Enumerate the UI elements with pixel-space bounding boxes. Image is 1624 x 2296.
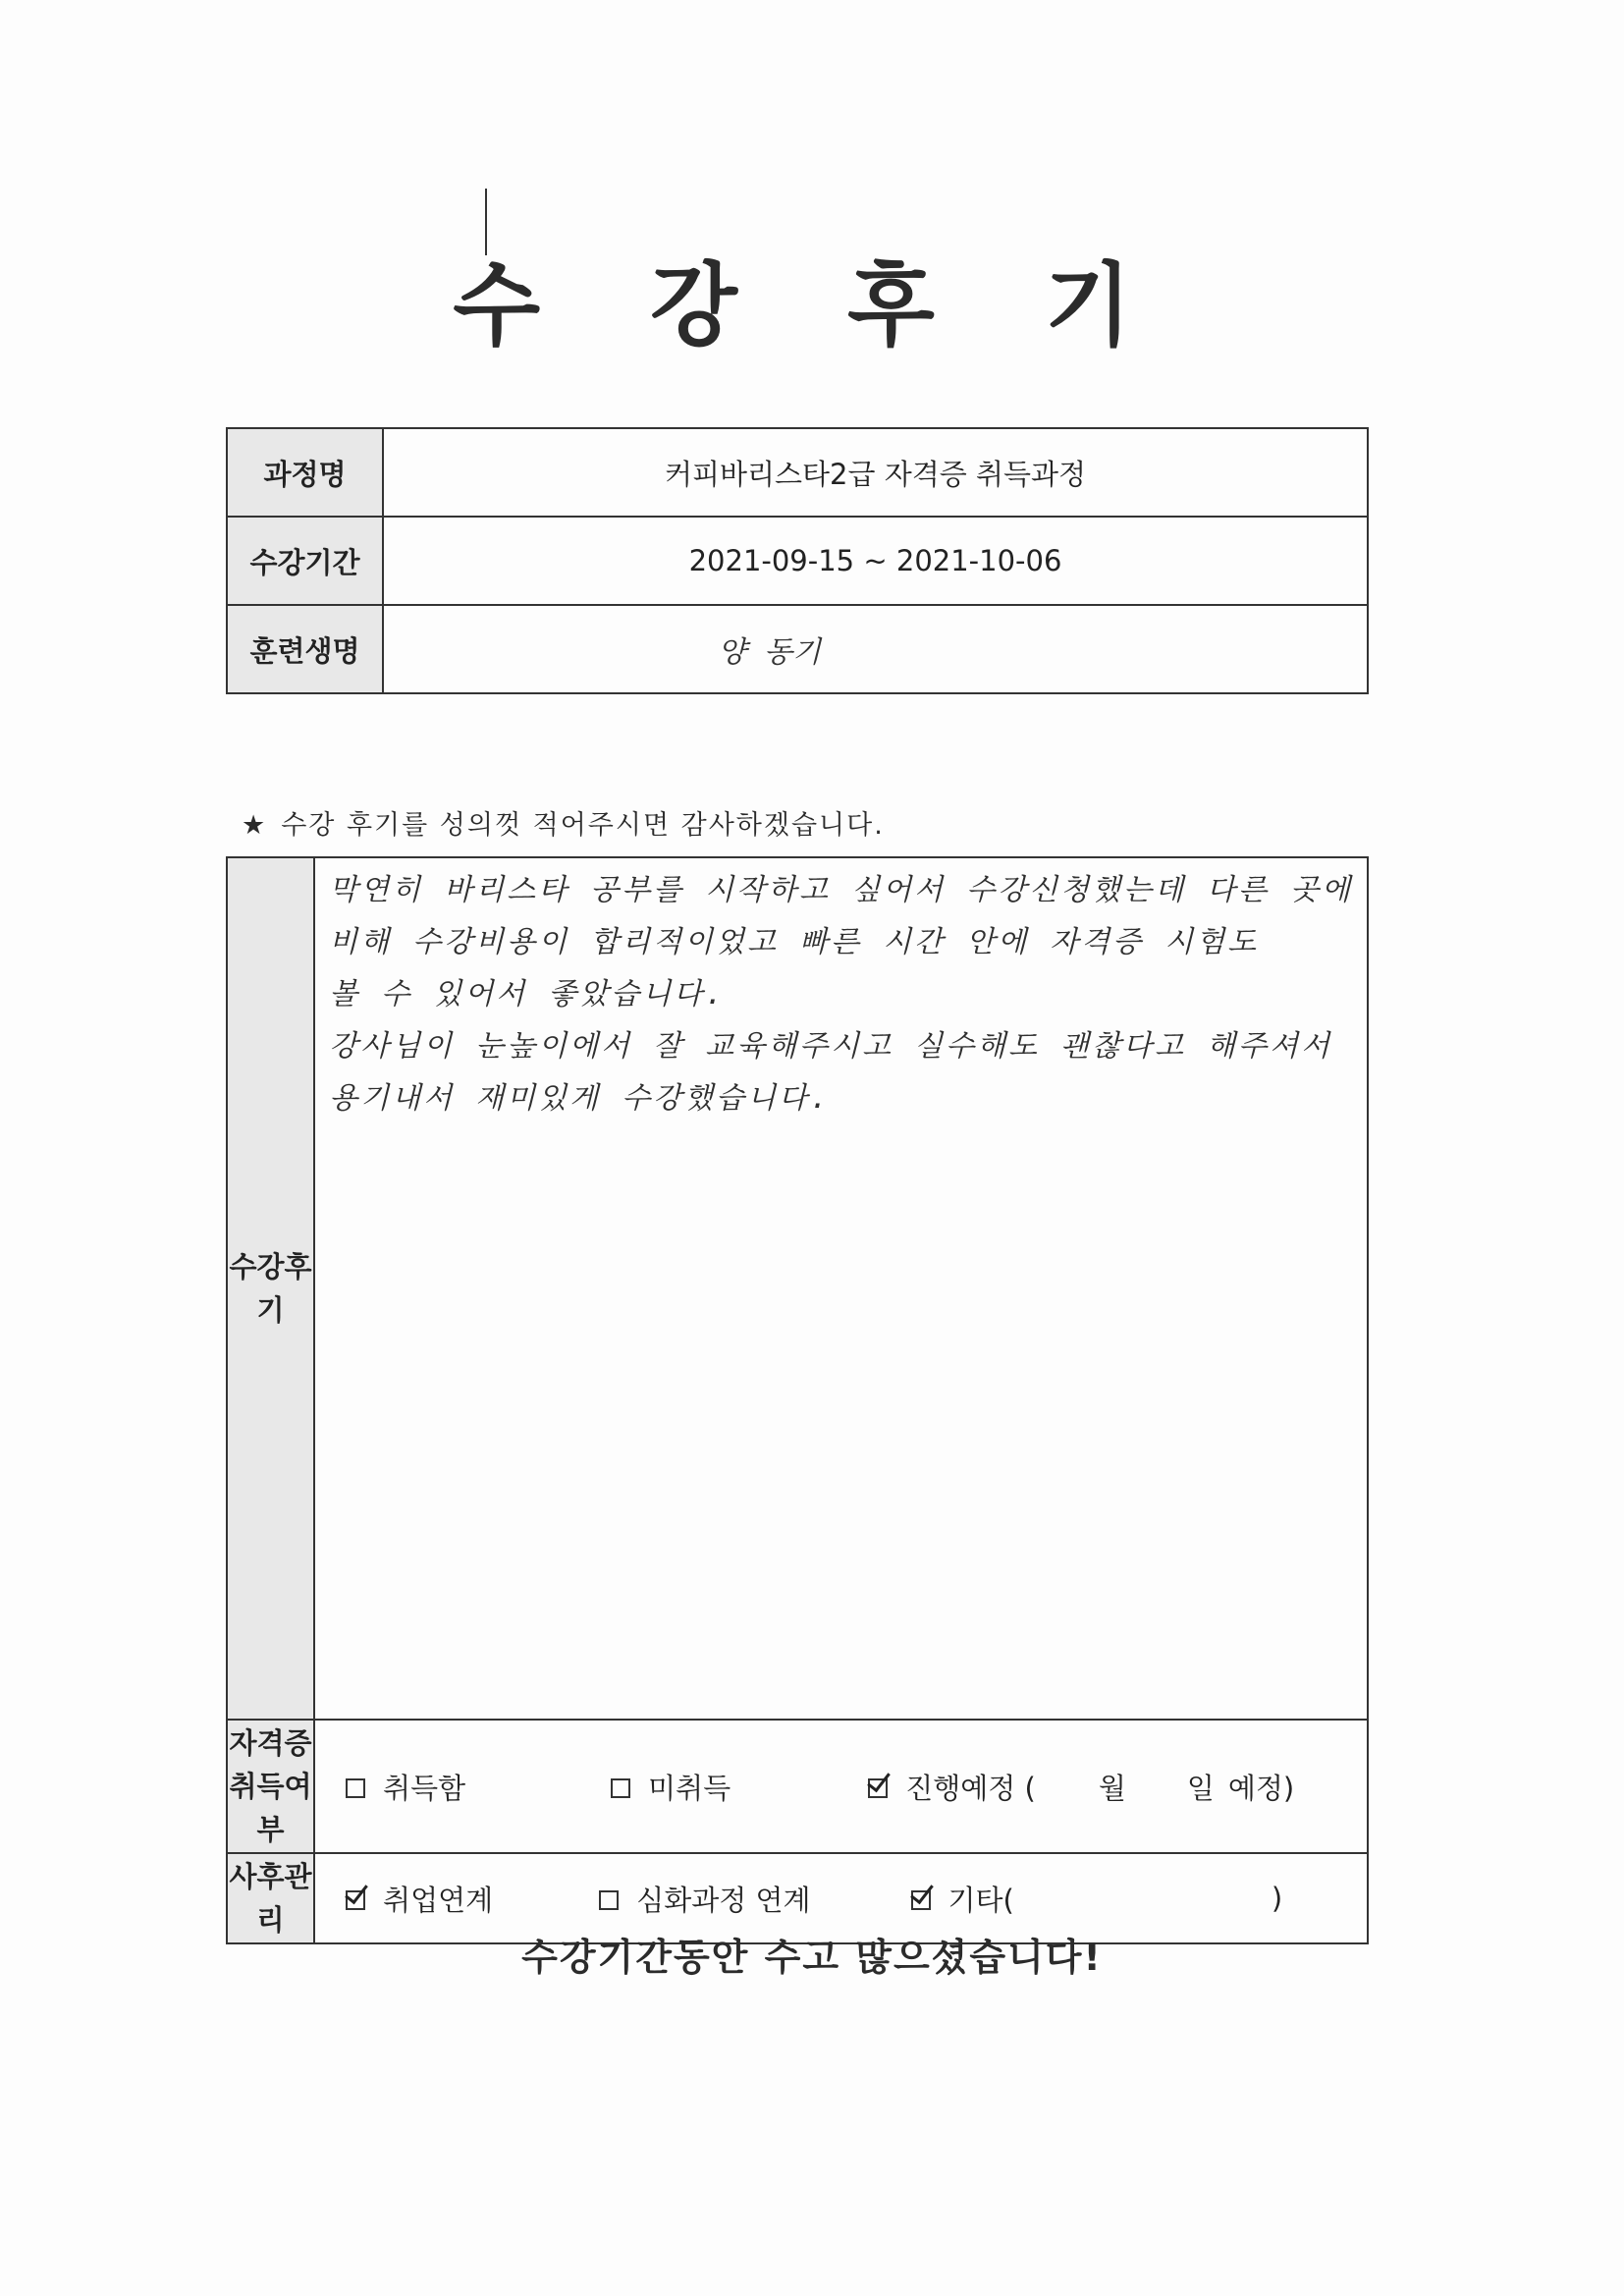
option-other-label: 기타( — [947, 1883, 1014, 1917]
checkbox-planned-checked[interactable] — [868, 1778, 888, 1798]
trainee-label: 훈련생명 — [227, 605, 383, 693]
review-line: 강사님이 눈높이에서 잘 교육해주시고 실수해도 괜찮다고 해주셔서 — [329, 1029, 1332, 1064]
aftercare-label: 사후관리 — [227, 1853, 314, 1943]
course-label: 과정명 — [227, 428, 383, 517]
option-not-obtained-label: 미취득 — [648, 1771, 731, 1805]
planned-day: 일 — [1186, 1771, 1215, 1805]
course-row — [227, 428, 1368, 517]
option-advanced-course[interactable] — [599, 1879, 810, 1919]
option-obtained[interactable] — [346, 1767, 465, 1807]
checkbox-job-linkage-checked[interactable] — [346, 1890, 365, 1910]
review-table — [226, 856, 1369, 1944]
notice-message: 수강 후기를 성의껏 적어주시면 감사하겠습니다. — [281, 810, 885, 841]
star-icon: ★ — [242, 810, 268, 841]
trainee-name-handwritten: 양 동기 — [383, 605, 1368, 693]
option-obtained-label: 취득함 — [383, 1771, 466, 1805]
review-line: 볼 수 있어서 좋았습니다. — [329, 977, 727, 1011]
planned-suffix: 예정) — [1227, 1771, 1295, 1805]
notice-text — [242, 803, 885, 842]
checkbox-advanced-course[interactable] — [599, 1890, 619, 1910]
review-label: 수강후기 — [227, 857, 314, 1720]
page-title: 수 강 후 기 — [453, 253, 1171, 358]
planned-month: 월 — [1098, 1771, 1126, 1805]
certificate-options — [314, 1720, 1368, 1853]
trainee-row — [227, 605, 1368, 693]
closing-message: 수강기간동안 수고 많으셨습니다! — [521, 1936, 1103, 1979]
option-not-obtained[interactable] — [611, 1767, 731, 1807]
option-job-linkage[interactable] — [346, 1879, 493, 1919]
checkbox-other-checked[interactable] — [911, 1890, 931, 1910]
option-job-linkage-label: 취업연계 — [383, 1883, 494, 1917]
review-line: 막연히 바리스타 공부를 시작하고 싶어서 수강신청했는데 다른 곳에 — [329, 873, 1353, 907]
period-value: 2021-09-15 ~ 2021-10-06 — [383, 517, 1368, 605]
certificate-label-line1: 자격증 — [229, 1726, 312, 1760]
course-value: 커피바리스타2급 자격증 취득과정 — [383, 428, 1368, 517]
review-line: 비해 수강비용이 합리적이었고 빠른 시간 안에 자격증 시험도 — [329, 925, 1260, 959]
certificate-row — [227, 1720, 1368, 1853]
period-label: 수강기간 — [227, 517, 383, 605]
certificate-label — [227, 1720, 314, 1853]
period-row — [227, 517, 1368, 605]
checkbox-obtained[interactable] — [346, 1778, 365, 1798]
review-row — [227, 857, 1368, 1720]
option-other-close: ) — [1271, 1882, 1283, 1915]
course-info-table — [226, 427, 1369, 694]
certificate-label-line2: 취득여부 — [229, 1770, 312, 1846]
review-body — [314, 857, 1368, 1720]
option-planned-label: 진행예정 ( — [905, 1771, 1036, 1805]
option-advanced-course-label: 심화과정 연계 — [636, 1883, 811, 1917]
checkbox-not-obtained[interactable] — [611, 1778, 630, 1798]
review-line: 용기내서 재미있게 수강했습니다. — [329, 1081, 832, 1116]
option-other[interactable] — [911, 1879, 1283, 1919]
option-planned[interactable] — [868, 1767, 1294, 1807]
